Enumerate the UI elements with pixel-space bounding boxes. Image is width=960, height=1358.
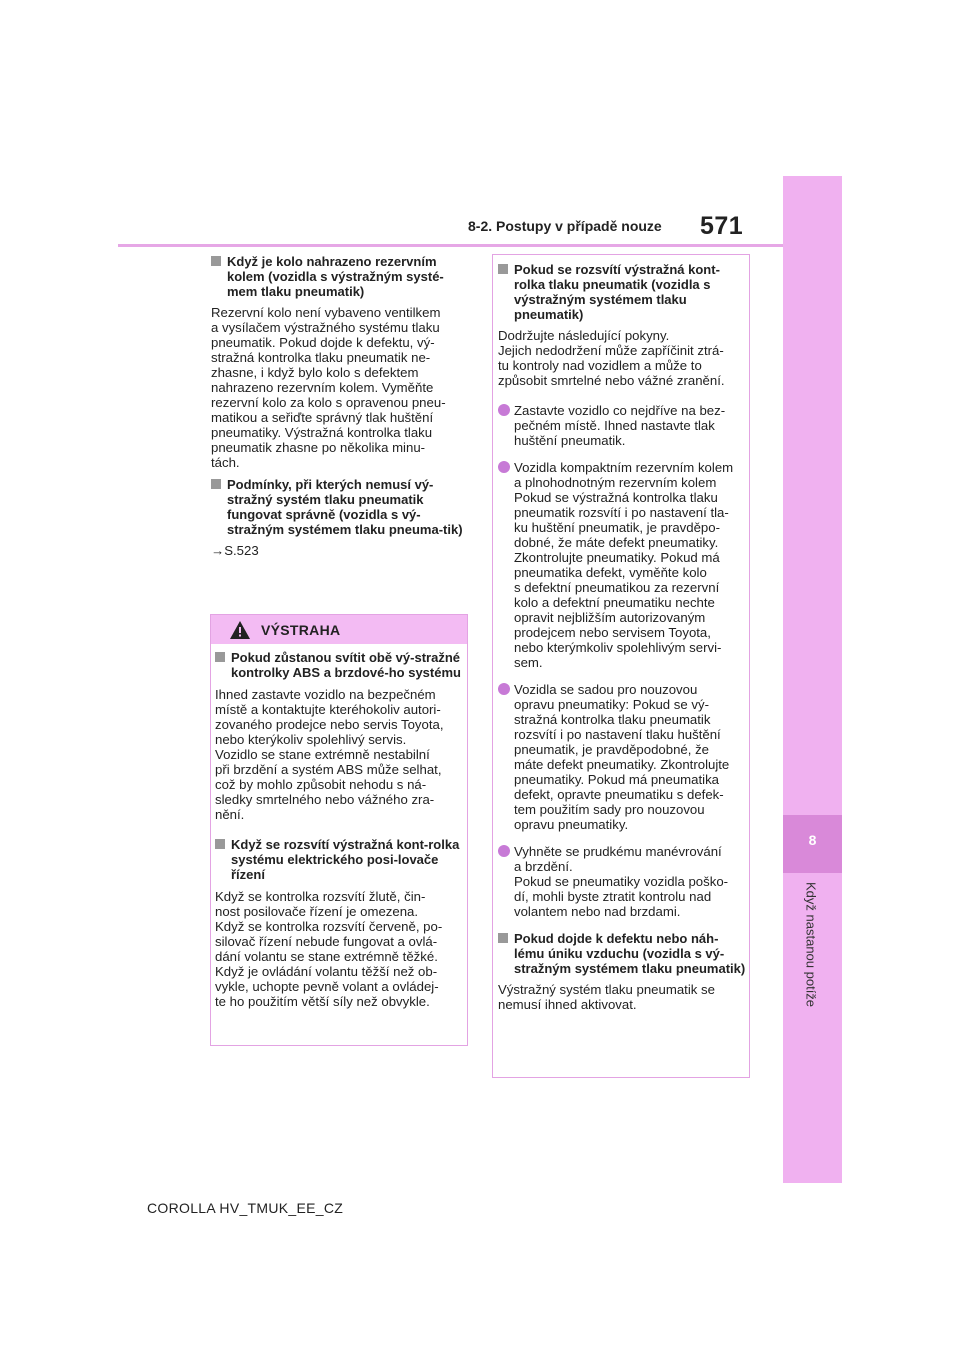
square-bullet-icon [215,839,225,849]
list-item [498,403,746,448]
heading-text: Pokud se rozsvítí výstražná kont-rolka tlaku pneumatik (vozidla s výstražným systémem tlaku pneumatik) [514,262,720,322]
round-bullet-icon [498,683,510,695]
warning-header [211,615,467,644]
list-item-text: Vozidla kompaktním rezervním kolem a plnohodnotným rezervním kolem Pokud se výstražná kontrolka tlaku pneumatik rozsvítí i po nastavení tla- ku huštění pneumatik, je pravděpo- dobné, že máte defekt pneumatiky. Zkontrolujte pneumatiky. Pokud má pneumatika defekt, vyměňte kolo s defektní pneumatikou za rezervní kolo a defektní pneumatiku nechte opravit nejbližším autorizovaným prodejcem nebo servisem Toyota, nebo kterýmkoliv spolehlivým servi- sem. [514,460,734,670]
warning-paragraph-abs: Ihned zastavte vozidlo na bezpečném místě a kontaktujte kteréhokoliv autori- zovaného prodejce nebo servis Toyota, nebo kterýkoliv spolehlivý servis. Vozidlo se stane extrémně nestabilní při brzdění a systém ABS může selhat, což by mohlo způsobit nehodu s ná- sledky smrtelného nebo vážného zra- nění. [215,687,444,822]
footer-model-code: COROLLA HV_TMUK_EE_CZ [147,1200,344,1216]
round-bullet-icon [498,404,510,416]
tire-pressure-content [498,262,746,1012]
page-number: 571 [700,212,744,240]
list-item [498,844,746,919]
heading-text: Pokud zůstanou svítit obě vý-stražné kontrolky ABS a brzdové-ho systému [231,650,461,680]
right-paragraph-puncture: Výstražný systém tlaku pneumatik se nemusí ihned aktivovat. [498,982,715,1012]
square-bullet-icon [498,264,508,274]
square-bullet-icon [211,479,221,489]
warning-heading-abs [215,650,465,680]
heading-text: Podmínky, při kterých nemusí vý-stražný systém tlaku pneumatik fungovat správně (vozidla s vý-stražným systémem tlaku pneuma-tik) [227,477,463,537]
round-bullet-icon [498,461,510,473]
warning-triangle-icon [229,620,251,640]
heading-text: Když se rozsvítí výstražná kont-rolka systému elektrického posi-lovače řízení [231,837,460,882]
warning-content [215,650,465,1009]
left-column [211,254,469,558]
heading-text: Když je kolo nahrazeno rezervním kolem (vozidla s výstražným systé-mem tlaku pneumatik) [227,254,444,299]
chapter-number: 8 [808,832,817,848]
heading-text: Pokud dojde k defektu nebo náh-lému úniku vzduchu (vozidla s vý-stražným systémem tlaku pneumatik) [514,931,746,976]
warning-paragraph-power-steering: Když se kontrolka rozsvítí žlutě, čin- nost posilovače řízení je omezena. Když se kontrolka rozsvítí červeně, po- silovač řízení nebude fungovat a ovlá- dání volantu se stane extrémně těžké. Když je ovládání volantu těžší než ob- vykle, uchopte pevně volant a ovládej- te ho použitím větší síly než obvykle. [215,889,443,1009]
tire-pressure-box [492,254,750,1078]
left-heading-spare-wheel [211,254,469,299]
list-item [498,460,746,670]
square-bullet-icon [215,652,225,662]
square-bullet-icon [498,933,508,943]
left-paragraph-spare-wheel: Rezervní kolo není vybaveno ventilkem a vysílačem výstražného systému tlaku pneumatik. Pokud dojde k defektu, vý- stražná kontrolka tlaku pneumatik ne- zhasne, i když bylo kolo s defektem nahrazeno rezervním kolem. Vyměňte rezervní kolo za kolo s opravenou pneu- matikou a seřiďte správný tlak huštění pneumatiky. Výstražná kontrolka tlaku pneumatik zhasne po několika minu- tách. [211,305,446,470]
list-item-text: Vozidla se sadou pro nouzovou opravu pneumatiky: Pokud se vý- stražná kontrolka tlaku pneumatik rozsvítí i po nastavení tlaku huštění pneumatik, je pravděpodobné, že máte defekt pneumatiky. Zkontrolujte pneumatiky. Pokud má pneumatika defekt, opravte pneumatiku s defek- tem použitím sady pro nouzovou opravu pneumatiky. [514,682,730,832]
warning-heading-power-steering [215,837,465,882]
right-paragraph-instructions: Dodržujte následující pokyny. Jejich nedodržení může zapříčinit ztrá- tu kontroly nad vozidlem a může to způsobit smrtelné nebo vážné zranění. [498,328,725,388]
square-bullet-icon [211,256,221,266]
round-bullet-icon [498,845,510,857]
page-reference-link[interactable]: →S.523 [211,543,259,558]
list-item-text: Vyhněte se prudkému manévrování a brzdění. Pokud se pneumatiky vozidla poško- dí, mohli byste ztratit kontrolu nad volantem nebo nad brzdami. [514,844,729,919]
list-item [498,682,746,832]
header-rule [118,244,783,247]
warning-box [210,614,468,1046]
section-title: 8-2. Postupy v případě nouze [468,218,662,234]
chapter-label: Když nastanou potíže [803,882,819,1008]
right-heading-puncture [498,931,746,976]
left-heading-conditions [211,477,469,537]
list-item-text: Zastavte vozidlo co nejdříve na bez- pečném místě. Ihned nastavte tlak huštění pneumatik. [514,403,726,448]
warning-title: VÝSTRAHA [261,622,341,638]
right-heading-tire-warning [498,262,746,322]
